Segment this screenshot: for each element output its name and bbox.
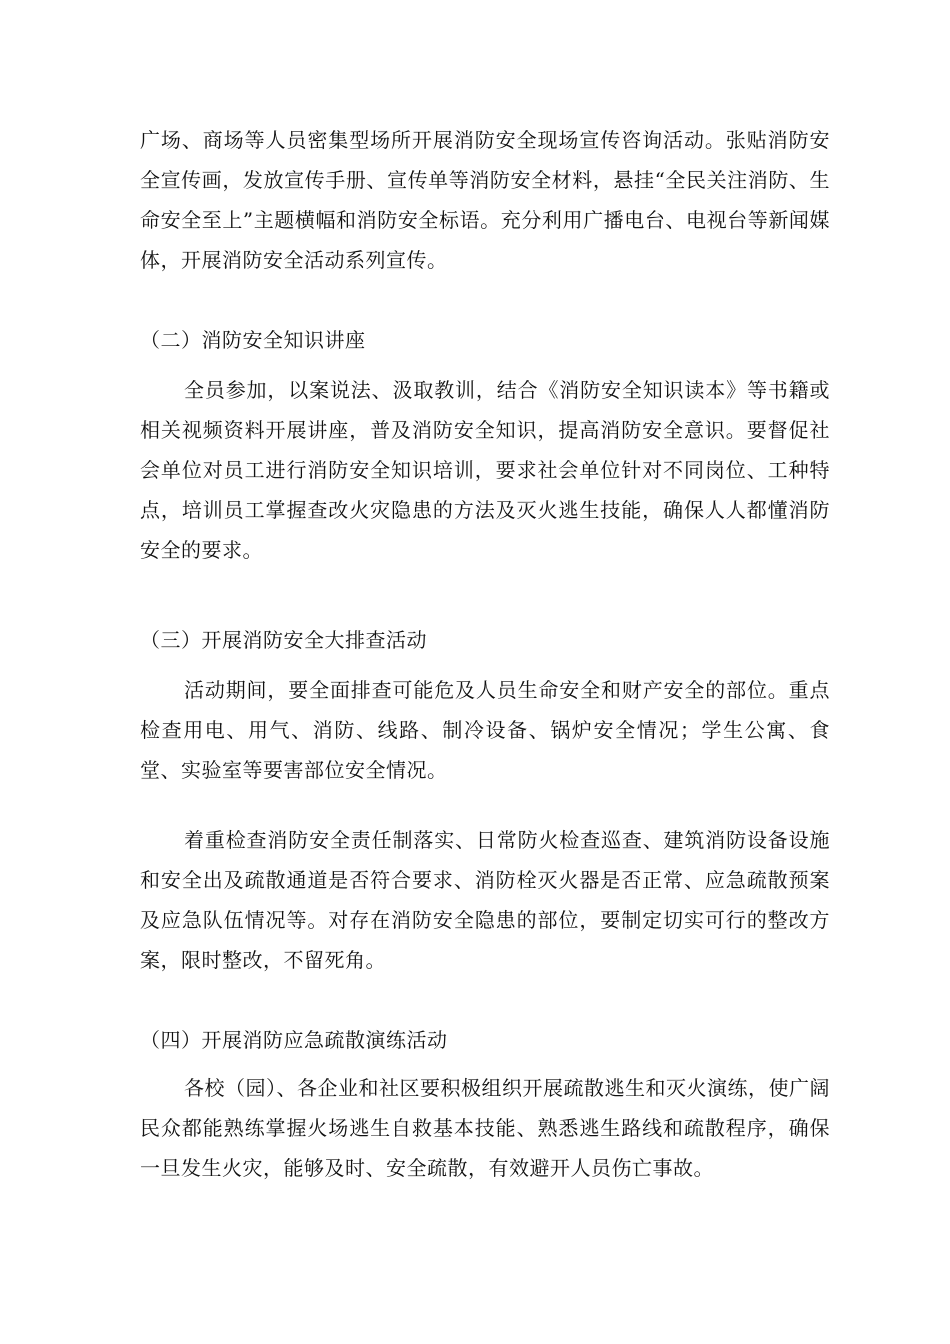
- section-heading-drills: （四）开展消防应急疏散演练活动: [140, 1028, 448, 1052]
- section-heading-inspection: （三）开展消防安全大排查活动: [140, 628, 427, 652]
- paragraph-lectures: 全员参加，以案说法、汲取教训，结合《消防安全知识读本》等书籍或相关视频资料开展讲座，普及消防安全知识，提高消防安全意识。要督促社会单位对员工进行消防安全知识培训，要求社会单位针对不同岗位、工种特点，培训员工掌握查改火灾隐患的方法及灭火逃生技能，确保人人都懂消防安全的要求。: [140, 378, 830, 562]
- section-heading-lectures: （二）消防安全知识讲座: [140, 328, 366, 352]
- paragraph-inspection-scope: 活动期间，要全面排查可能危及人员生命安全和财产安全的部位。重点检查用电、用气、消防、线路、制冷设备、锅炉安全情况；学生公寓、食堂、实验室等要害部位安全情况。: [140, 678, 830, 782]
- paragraph-inspection-focus: 着重检查消防安全责任制落实、日常防火检查巡查、建筑消防设备设施和安全出及疏散通道是否符合要求、消防栓灭火器是否正常、应急疏散预案及应急队伍情况等。对存在消防安全隐患的部位，要制定切实可行的整改方案，限时整改，不留死角。: [140, 828, 830, 972]
- paragraph-drills: 各校（园）、各企业和社区要积极组织开展疏散逃生和灭火演练，使广阔民众都能熟练掌握火场逃生自救基本技能、熟悉逃生路线和疏散程序，确保一旦发生火灾，能够及时、安全疏散，有效避开人员伤亡事故。: [140, 1076, 830, 1180]
- paragraph-publicity: 广场、商场等人员密集型场所开展消防安全现场宣传咨询活动。张贴消防安全宣传画，发放宣传手册、宣传单等消防安全材料，悬挂“全民关注消防、生命安全至上”主题横幅和消防安全标语。充分利用广播电台、电视台等新闻媒体，开展消防安全活动系列宣传。: [140, 128, 830, 272]
